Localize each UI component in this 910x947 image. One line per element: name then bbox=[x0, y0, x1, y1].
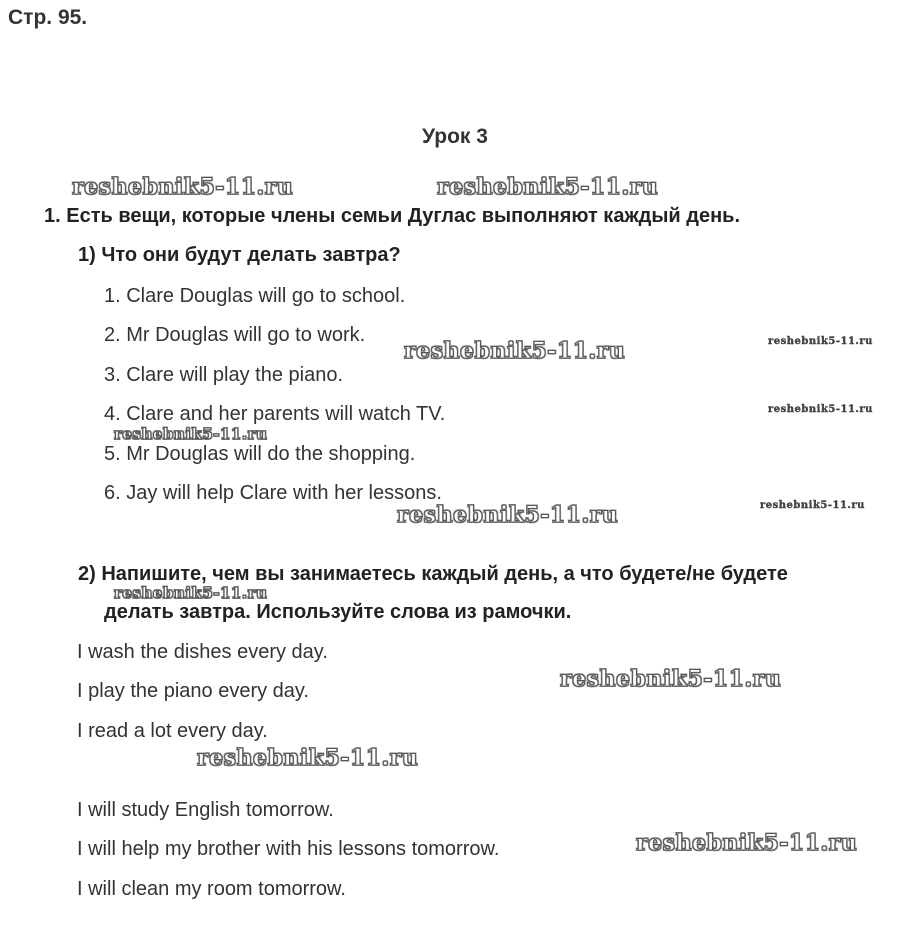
watermark: reshebnik5-11.ru bbox=[560, 666, 782, 692]
lesson-title: Урок 3 bbox=[422, 125, 488, 148]
watermark: reshebnik5-11.ru bbox=[114, 425, 268, 443]
part-1-heading: 1) Что они будут делать завтра? bbox=[78, 244, 401, 266]
tomorrow-line: I will clean my room tomorrow. bbox=[77, 878, 346, 900]
answer-item: 5. Mr Douglas will do the shopping. bbox=[104, 443, 416, 465]
watermark: reshebnik5-11.ru bbox=[197, 745, 419, 771]
watermark: reshebnik5-11.ru bbox=[768, 404, 873, 415]
task-1-heading: 1. Есть вещи, которые члены семьи Дуглас выполняют каждый день. bbox=[44, 205, 740, 227]
watermark: reshebnik5-11.ru bbox=[760, 500, 865, 511]
watermark: reshebnik5-11.ru bbox=[114, 584, 268, 602]
tomorrow-line: I will help my brother with his lessons tomorrow. bbox=[77, 838, 500, 860]
every-day-line: I wash the dishes every day. bbox=[77, 641, 328, 663]
part-2-heading-line-2: делать завтра. Используйте слова из рамочки. bbox=[104, 601, 572, 623]
answer-item: 2. Mr Douglas will go to work. bbox=[104, 324, 366, 346]
watermark: reshebnik5-11.ru bbox=[636, 830, 858, 856]
watermark: reshebnik5-11.ru bbox=[72, 174, 294, 200]
every-day-line: I play the piano every day. bbox=[77, 680, 309, 702]
every-day-line: I read a lot every day. bbox=[77, 720, 268, 742]
watermark: reshebnik5-11.ru bbox=[397, 502, 619, 528]
watermark: reshebnik5-11.ru bbox=[404, 338, 626, 364]
tomorrow-line: I will study English tomorrow. bbox=[77, 799, 334, 821]
watermark: reshebnik5-11.ru bbox=[437, 174, 659, 200]
answer-item: 1. Clare Douglas will go to school. bbox=[104, 285, 406, 307]
watermark: reshebnik5-11.ru bbox=[768, 336, 873, 347]
answer-item: 4. Clare and her parents will watch TV. bbox=[104, 403, 446, 425]
page-number: Стр. 95. bbox=[8, 6, 88, 29]
answer-item: 3. Clare will play the piano. bbox=[104, 364, 344, 386]
answer-item: 6. Jay will help Clare with her lessons. bbox=[104, 482, 442, 504]
part-2-heading-line-1: 2) Напишите, чем вы занимаетесь каждый день, а что будете/не будете bbox=[78, 563, 788, 585]
